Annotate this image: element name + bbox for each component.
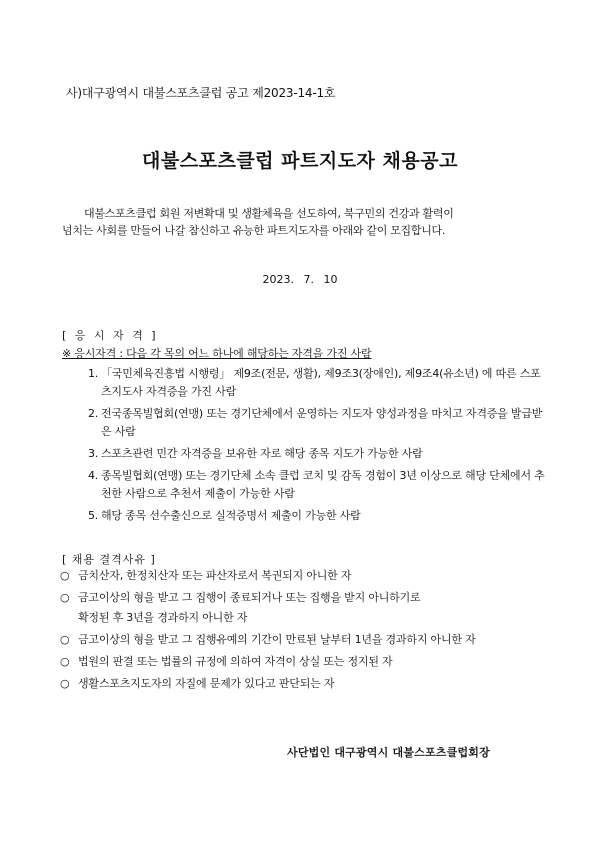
disqualification-text: 법원의 판결 또는 법률의 규정에 의하여 자격이 상실 또는 정지된 자	[78, 655, 393, 668]
qualification-item	[88, 365, 548, 401]
document-title: 대불스포츠클럽 파트지도자 채용공고	[142, 150, 458, 172]
qualification-item	[88, 445, 548, 463]
disqualification-text: 금고이상의 형을 받고 그 집행유예의 기간이 만료된 날부터 1년을 경과하지 아니한 자	[78, 633, 476, 646]
notice-number: 사)대구광역시 대불스포츠클럽 공고 제2023-14-1호	[66, 86, 336, 100]
circle-bullet-icon: ○	[60, 677, 70, 690]
circle-bullet-icon: ○	[60, 591, 70, 604]
qualification-number: 3.	[88, 447, 99, 460]
disqualification-item	[60, 655, 540, 669]
circle-bullet-icon: ○	[60, 633, 70, 646]
qualification-text: 종목빌협회(연맹) 또는 경기단체 소속 클럽 코치 및 감독 경험이 3년 이상으로 해당 단체에서 추천한 사람으로 추천서 제출이 가능한 사람	[101, 469, 545, 500]
qualification-text: 해당 종목 선수출신으로 실적증명서 제출이 가능한 사람	[101, 509, 361, 522]
intro-line-2: 넘치는 사회를 만들어 나갈 참신하고 유능한 파트지도자를 아래와 같이 모집합니다.	[62, 224, 446, 237]
disqualification-item	[60, 591, 540, 625]
disqualification-item	[60, 633, 540, 647]
qualification-item	[88, 507, 548, 525]
qualification-number: 5.	[88, 509, 99, 522]
qualification-text: 전국종목빌협회(연맹) 또는 경기단체에서 운영하는 지도자 양성과정을 마치고 자격증을 발급받은 사람	[101, 407, 543, 438]
qualifications-heading: [ 응 시 자 격 ]	[62, 329, 159, 342]
qualification-text: 「국민체육진흥법 시행령」 제9조(전문, 생활), 제9조3(장애인), 제9조4(유소년) 에 따른 스포츠지도사 자격증을 가진 사람	[101, 367, 541, 398]
qualification-number: 2.	[88, 407, 99, 420]
disqualifications-heading: [ 채용 결격사유 ]	[62, 553, 156, 566]
signature-line: 사단법인 대구광역시 대불스포츠클럽회장	[287, 746, 490, 759]
disqualification-text: 금치산자, 한정치산자 또는 파산자로서 복권되지 아니한 자	[78, 569, 352, 582]
disqualification-text: 생활스포츠지도자의 자질에 문제가 있다고 판단되는 자	[78, 677, 335, 690]
intro-line-1: 대불스포츠클럽 회원 저변확대 및 생활체육을 선도하여, 북구민의 건강과 활력이	[84, 207, 454, 220]
notice-date: 2023. 7. 10	[262, 273, 338, 286]
qualifications-list	[88, 365, 548, 529]
qualification-item	[88, 467, 548, 503]
disqualification-item	[60, 569, 540, 583]
circle-bullet-icon: ○	[60, 655, 70, 668]
disqualification-text-block	[78, 591, 540, 625]
qualification-item	[88, 405, 548, 441]
disqualification-item	[60, 677, 540, 691]
qualification-number: 1.	[88, 367, 99, 380]
disqualification-text-continued: 확정된 후 3년을 경과하지 아니한 자	[78, 611, 248, 624]
circle-bullet-icon: ○	[60, 569, 70, 582]
disqualification-text: 금고이상의 형을 받고 그 집행이 종료되거나 또는 집행을 받지 아니하기로	[78, 591, 421, 604]
qualifications-note: ※ 응시자격 : 다음 각 목의 어느 하나에 해당하는 자격을 가진 사람	[62, 347, 372, 360]
qualification-text: 스포츠관련 민간 자격증을 보유한 자로 해당 종목 지도가 가능한 사람	[101, 447, 423, 460]
disqualifications-list	[60, 569, 540, 699]
qualification-number: 4.	[88, 469, 99, 482]
